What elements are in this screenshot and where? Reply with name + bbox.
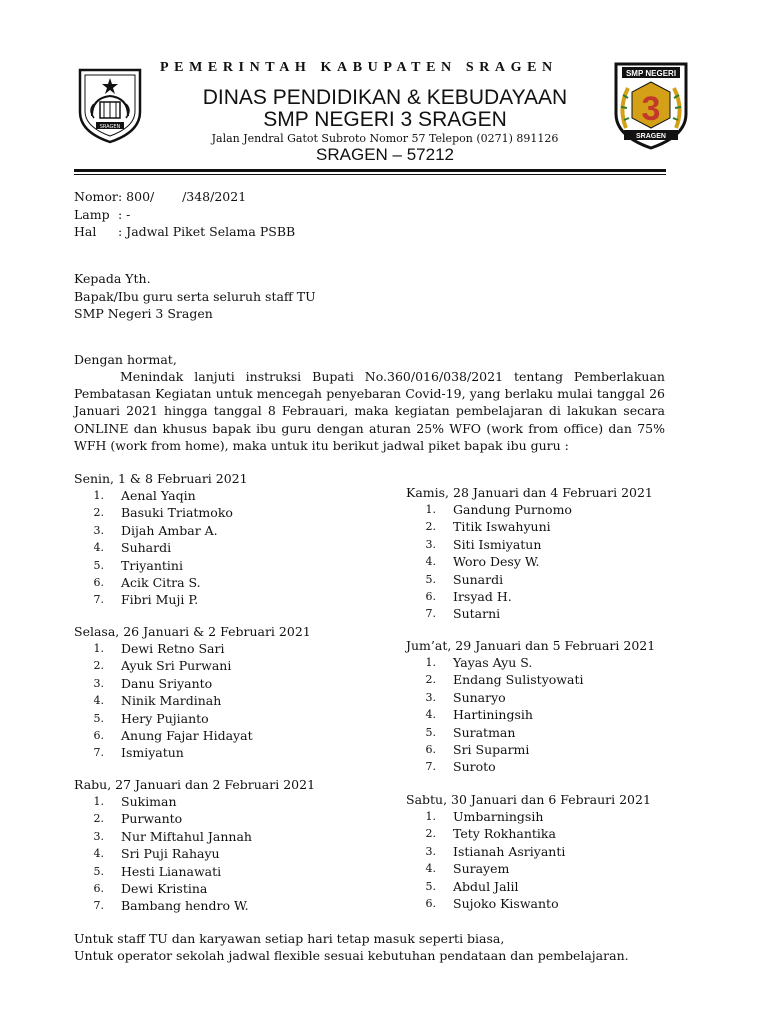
schedule-list-item (74, 845, 315, 862)
schedule-jumat (406, 637, 655, 776)
staff-name: Endang Sulistyowati (453, 672, 584, 688)
list-item-number: 5. (425, 572, 436, 586)
schedule-list-item (74, 793, 315, 810)
hal-value: : Jadwal Piket Selama PSBB (118, 224, 296, 239)
list-item-number: 3. (93, 829, 104, 843)
list-item-number: 1. (425, 810, 436, 823)
schedule-list-item (406, 689, 655, 706)
list-item-number: 3. (425, 690, 436, 704)
smp-negeri-3-logo-icon (612, 58, 690, 150)
list-item-number: 2. (93, 659, 104, 673)
schedule-list-item (406, 843, 651, 860)
staff-name: Hesti Lianawati (121, 863, 222, 879)
staff-name: Aenal Yaqin (121, 488, 196, 503)
schedule-list-item (74, 657, 311, 674)
staff-name: Umbarningsih (453, 809, 544, 824)
list-item-number: 6. (93, 575, 104, 589)
staff-name: Woro Desy W. (453, 554, 540, 570)
schedule-list-item (74, 675, 311, 692)
lamp-label: Lamp (74, 207, 110, 222)
list-item-number: 1. (93, 795, 104, 808)
emblem-banner-text: SRAGEN (99, 124, 121, 130)
schedule-list-item (406, 724, 655, 741)
list-item-number: 1. (93, 489, 104, 502)
staff-name: Anung Fajar Hidayat (121, 727, 253, 743)
schedule-list-item (406, 605, 653, 622)
schedule-selasa (74, 623, 311, 762)
schedule-name-list (406, 654, 655, 776)
list-item-number: 3. (93, 676, 104, 690)
staff-name: Ayuk Sri Purwani (121, 658, 232, 674)
logo-number-3: 3 (641, 90, 661, 128)
schedule-list-item (74, 557, 248, 574)
greeting: Dengan hormat, (74, 352, 177, 367)
schedule-day-title: Kamis, 28 Januari dan 4 Februari 2021 (406, 485, 653, 500)
staff-name: Sunardi (453, 571, 504, 587)
staff-name: Siti Ismiyatun (453, 536, 542, 552)
list-item-number: 5. (425, 879, 436, 893)
letterhead-divider-thick (74, 169, 666, 172)
list-item-number: 4. (425, 862, 436, 876)
nomor-label: Nomor (74, 189, 118, 204)
staff-name: Sunaryo (453, 689, 506, 705)
staff-name: Ninik Mardinah (121, 693, 222, 709)
recipient-line-1: Kepada Yth. (74, 271, 151, 286)
list-item-number: 3. (425, 844, 436, 858)
list-item-number: 4. (93, 541, 104, 555)
government-name: PEMERINTAH KABUPATEN SRAGEN (160, 60, 558, 75)
staff-name: Basuki Triatmoko (121, 505, 233, 521)
schedule-list-item (406, 825, 651, 842)
schedule-list-item (74, 640, 311, 657)
schedule-list-item (406, 808, 651, 825)
schedule-list-item (406, 571, 653, 588)
schedule-list-item (74, 710, 311, 727)
list-item-number: 1. (425, 656, 436, 669)
schedule-list-item (74, 591, 248, 608)
schedule-senin (74, 470, 248, 609)
staff-name: Surayem (453, 861, 510, 877)
staff-name: Dewi Retno Sari (121, 641, 225, 656)
schedule-list-item (74, 692, 311, 709)
staff-name: Fibri Muji P. (121, 592, 199, 608)
staff-name: Sujoko Kiswanto (453, 895, 559, 911)
lamp-value: : - (118, 207, 131, 222)
schedule-day-title: Rabu, 27 Januari dan 2 Februari 2021 (74, 777, 316, 792)
schedule-list-item (406, 588, 653, 605)
list-item-number: 7. (93, 593, 104, 607)
schedule-kamis (406, 484, 653, 623)
schedule-list-item (74, 880, 315, 897)
schedule-list-item (406, 741, 655, 758)
staff-name: Irsyad H. (453, 588, 512, 604)
schedule-rabu (74, 776, 315, 915)
list-item-number: 3. (425, 537, 436, 551)
schedule-name-list (406, 808, 651, 912)
school-name: SMP NEGERI 3 SRAGEN (263, 108, 507, 131)
list-item-number: 1. (425, 503, 436, 516)
schedule-list-item (406, 671, 655, 688)
schedule-day-title: Jum’at, 29 Januari dan 5 Februari 2021 (406, 638, 656, 653)
list-item-number: 6. (425, 742, 436, 756)
list-item-number: 6. (425, 896, 436, 910)
staff-name: Triyantini (121, 557, 183, 573)
schedule-list-item (406, 706, 655, 723)
staff-name: Dewi Kristina (121, 880, 208, 896)
schedule-list-item (406, 654, 655, 671)
staff-name: Hartiningsih (453, 707, 533, 723)
list-item-number: 1. (93, 642, 104, 655)
logo-bottom-text: SRAGEN (636, 133, 666, 140)
list-item-number: 6. (93, 881, 104, 895)
schedule-list-item (406, 878, 651, 895)
schedule-list-item (74, 574, 248, 591)
school-address: Jalan Jendral Gatot Subroto Nomor 57 Telepon (0271) 891126 (211, 132, 559, 145)
staff-name: Nur Miftahul Jannah (121, 828, 252, 844)
list-item-number: 4. (93, 847, 104, 861)
list-item-number: 4. (425, 708, 436, 722)
schedule-list-item (74, 897, 315, 914)
schedule-name-list (74, 487, 248, 609)
list-item-number: 2. (425, 827, 436, 841)
staff-name: Istianah Asriyanti (453, 843, 566, 859)
schedule-list-item (406, 553, 653, 570)
schedule-list-item (74, 744, 311, 761)
list-item-number: 5. (93, 711, 104, 725)
closing-note-operator: Untuk operator sekolah jadwal flexible sesuai kebutuhan pendataan dan pembelajaran. (74, 948, 629, 963)
schedule-list-item (74, 727, 311, 744)
schedule-day-title: Selasa, 26 Januari & 2 Februari 2021 (74, 624, 311, 639)
staff-name: Sri Suparmi (453, 741, 530, 757)
schedule-list-item (74, 828, 315, 845)
staff-name: Sri Puji Rahayu (121, 846, 220, 862)
logo-top-text: SMP NEGERI (625, 69, 677, 78)
list-item-number: 2. (425, 520, 436, 534)
staff-name: Suroto (453, 759, 496, 775)
list-item-number: 2. (93, 812, 104, 826)
staff-name: Sukiman (121, 794, 177, 809)
schedule-list-item (74, 522, 248, 539)
staff-name: Hery Pujianto (121, 710, 209, 726)
staff-name: Bambang hendro W. (121, 898, 249, 914)
recipient-line-2: Bapak/Ibu guru serta seluruh staff TU (74, 289, 316, 304)
staff-name: Tety Rokhantika (453, 826, 556, 842)
schedule-list-item (406, 758, 655, 775)
staff-name: Danu Sriyanto (121, 675, 213, 691)
list-item-number: 7. (93, 746, 104, 760)
schedule-list-item (406, 501, 653, 518)
schedule-list-item (74, 487, 248, 504)
staff-name: Suratman (453, 724, 516, 740)
recipient-line-3: SMP Negeri 3 Sragen (74, 306, 213, 321)
staff-name: Sutarni (453, 606, 501, 622)
closing-note-staff: Untuk staff TU dan karyawan setiap hari tetap masuk seperti biasa, (74, 931, 505, 946)
list-item-number: 7. (425, 607, 436, 621)
staff-name: Gandung Purnomo (453, 502, 572, 517)
staff-name: Abdul Jalil (453, 878, 519, 894)
nomor-value: : 800/ /348/2021 (118, 189, 247, 204)
list-item-number: 4. (425, 555, 436, 569)
list-item-number: 5. (93, 864, 104, 878)
list-item-number: 7. (93, 899, 104, 913)
schedule-list-item (406, 860, 651, 877)
list-item-number: 2. (425, 673, 436, 687)
schedule-name-list (74, 793, 315, 915)
staff-name: Acik Citra S. (121, 574, 201, 590)
schedule-sabtu (406, 791, 651, 912)
hal-label: Hal (74, 224, 97, 239)
schedule-list-item (74, 863, 315, 880)
list-item-number: 7. (425, 760, 436, 774)
schedule-list-item (406, 895, 651, 912)
list-item-number: 4. (93, 694, 104, 708)
body-paragraph-text: Menindak lanjuti instruksi Bupati No.360/016/038/2021 tentang Pemberlakuan Pembatasan Kegiatan untuk mencegah penyebaran Covid-19, yang berlaku mulai tanggal 26 Januari 2021 hingga tanggal 8 Febrauari, maka kegiatan pembelajaran di lakukan secara ONLINE dan khusus bapak ibu guru dengan aturan 25% WFO (work from office) dan 75% WFH (work from home), maka untuk itu berikut jadwal piket bapak ibu guru : (74, 369, 665, 453)
list-item-number: 5. (425, 725, 436, 739)
schedule-day-title: Senin, 1 & 8 Februari 2021 (74, 471, 248, 486)
list-item-number: 2. (93, 506, 104, 520)
department-name: DINAS PENDIDIKAN & KEBUDAYAAN (202, 86, 568, 109)
staff-name: Ismiyatun (121, 745, 184, 761)
list-item-number: 6. (93, 728, 104, 742)
list-item-number: 3. (93, 523, 104, 537)
staff-name: Titik Iswahyuni (453, 519, 551, 535)
schedule-list-item (406, 518, 653, 535)
list-item-number: 5. (93, 558, 104, 572)
schedule-list-item (74, 504, 248, 521)
schedule-list-item (406, 536, 653, 553)
letterhead-divider-thin (74, 174, 666, 175)
staff-name: Yayas Ayu S. (453, 655, 533, 670)
schedule-list-item (74, 810, 315, 827)
body-paragraph (74, 368, 665, 454)
staff-name: Dijah Ambar A. (121, 522, 218, 538)
staff-name: Suhardi (121, 540, 172, 556)
list-item-number: 6. (425, 589, 436, 603)
schedule-name-list (74, 640, 311, 762)
schedule-list-item (74, 539, 248, 556)
staff-name: Purwanto (121, 811, 183, 827)
kabupaten-sragen-emblem-icon (74, 64, 146, 144)
schedule-day-title: Sabtu, 30 Januari dan 6 Febrauri 2021 (406, 792, 651, 807)
schedule-name-list (406, 501, 653, 623)
city-postcode: SRAGEN – 57212 (316, 145, 454, 164)
